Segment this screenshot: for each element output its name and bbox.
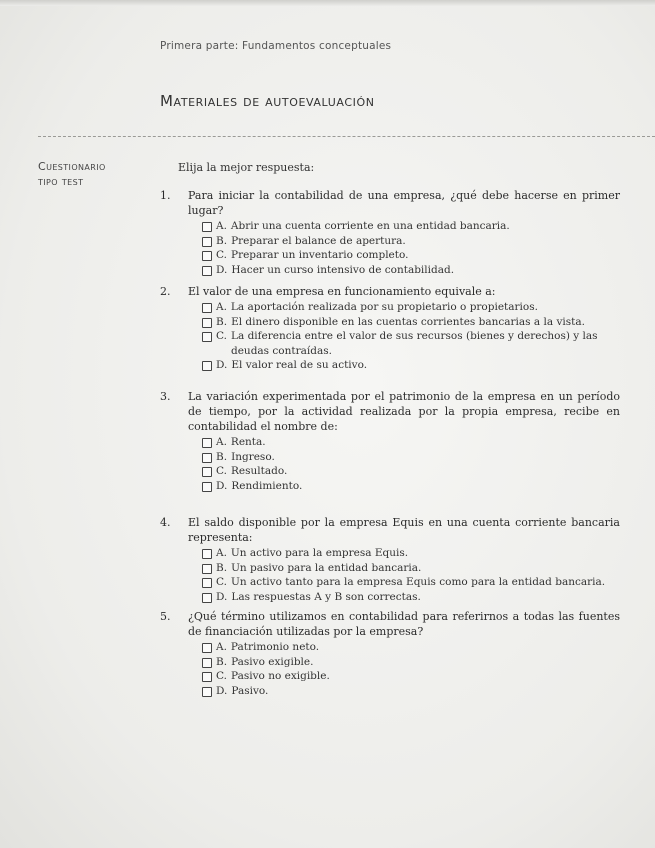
option-b[interactable] — [202, 234, 620, 249]
option-b[interactable] — [202, 315, 620, 330]
option-text: Pasivo no exigible. — [231, 670, 330, 682]
question-text: El saldo disponible por la empresa Equis en una cuenta corriente bancaria representa: — [188, 516, 620, 544]
option-letter: D. — [216, 263, 228, 276]
question-number: 3. — [160, 390, 171, 403]
checkbox[interactable] — [202, 332, 212, 342]
checkbox[interactable] — [202, 593, 212, 603]
question-text: El valor de una empresa en funcionamiento equivale a: — [188, 285, 496, 298]
option-text: Resultado. — [231, 465, 288, 477]
option-list — [202, 435, 620, 493]
question-1 — [160, 188, 620, 277]
section-title: Materiales de autoevaluación — [160, 92, 375, 110]
option-letter: B. — [216, 315, 228, 328]
option-b[interactable] — [202, 450, 620, 465]
chapter-kicker: Primera parte: Fundamentos conceptuales — [160, 40, 392, 52]
option-c[interactable] — [202, 575, 620, 590]
option-text: Hacer un curso intensivo de contabilidad. — [231, 263, 455, 276]
option-list — [202, 546, 620, 604]
option-letter: A. — [216, 547, 227, 559]
question-stem — [160, 515, 620, 545]
question-3 — [160, 389, 620, 493]
checkbox[interactable] — [202, 453, 212, 463]
option-text: Rendimiento. — [231, 479, 303, 492]
option-list — [202, 300, 620, 373]
instruction-text: Elija la mejor respuesta: — [178, 161, 315, 174]
checkbox[interactable] — [202, 643, 212, 653]
option-letter: D. — [216, 684, 228, 697]
option-text: El valor real de su activo. — [231, 359, 368, 371]
option-text: Renta. — [230, 436, 266, 448]
option-a[interactable] — [202, 435, 620, 450]
option-a[interactable] — [202, 300, 620, 315]
option-letter: C. — [216, 249, 227, 261]
scan-edge — [0, 0, 655, 6]
checkbox[interactable] — [202, 482, 212, 492]
checkbox[interactable] — [202, 687, 212, 697]
checkbox[interactable] — [202, 578, 212, 588]
option-letter: A. — [216, 301, 227, 313]
option-a[interactable] — [202, 219, 620, 234]
checkbox[interactable] — [202, 549, 212, 559]
option-text: Preparar un inventario completo. — [231, 249, 409, 261]
option-text: Patrimonio neto. — [230, 641, 320, 653]
option-c[interactable] — [202, 248, 620, 263]
option-letter: C. — [216, 670, 227, 682]
checkbox[interactable] — [202, 672, 212, 682]
question-2 — [160, 284, 620, 373]
option-d[interactable] — [202, 358, 620, 373]
option-letter: D. — [216, 359, 228, 371]
option-letter: C. — [216, 330, 227, 342]
option-text: Un activo tanto para la empresa Equis como para la entidad bancaria. — [231, 576, 606, 588]
option-letter: B. — [216, 234, 228, 247]
checkbox[interactable] — [202, 361, 212, 371]
question-stem — [160, 609, 620, 639]
option-text: La aportación realizada por su propietario o propietarios. — [230, 301, 538, 313]
option-text: Preparar el balance de apertura. — [231, 234, 406, 247]
question-number: 4. — [160, 516, 171, 529]
question-stem — [160, 188, 620, 218]
checkbox[interactable] — [202, 266, 212, 276]
option-text: La diferencia entre el valor de sus recursos (bienes y derechos) y las deudas contraídas. — [231, 330, 598, 357]
option-letter: C. — [216, 465, 227, 477]
option-letter: B. — [216, 561, 228, 574]
side-label-line-2: tipo test — [38, 175, 84, 188]
option-b[interactable] — [202, 655, 620, 670]
option-letter: B. — [216, 450, 228, 463]
option-text: Abrir una cuenta corriente en una entidad bancaria. — [230, 220, 510, 232]
option-text: Las respuestas A y B son correctas. — [231, 590, 421, 603]
option-text: Un activo para la empresa Equis. — [230, 547, 409, 559]
side-label-line-1: Cuestionario — [38, 160, 106, 173]
checkbox[interactable] — [202, 303, 212, 313]
question-stem — [160, 389, 620, 434]
option-letter: D. — [216, 590, 228, 603]
checkbox[interactable] — [202, 438, 212, 448]
option-letter: A. — [216, 641, 227, 653]
option-letter: A. — [216, 436, 227, 448]
option-letter: A. — [216, 220, 227, 232]
option-list — [202, 219, 620, 277]
option-d[interactable] — [202, 684, 620, 699]
question-number: 1. — [160, 189, 171, 202]
question-4 — [160, 515, 620, 604]
question-stem — [160, 284, 620, 299]
question-text: ¿Qué término utilizamos en contabilidad para referirnos a todas las fuentes de financiación utilizadas por la empresa? — [188, 610, 620, 638]
checkbox[interactable] — [202, 222, 212, 232]
option-d[interactable] — [202, 590, 620, 605]
option-list — [202, 640, 620, 698]
option-text: El dinero disponible en las cuentas corrientes bancarias a la vista. — [231, 315, 585, 328]
option-b[interactable] — [202, 561, 620, 576]
checkbox[interactable] — [202, 318, 212, 328]
option-a[interactable] — [202, 546, 620, 561]
option-text: Pasivo exigible. — [231, 655, 314, 668]
option-letter: B. — [216, 655, 228, 668]
checkbox[interactable] — [202, 658, 212, 668]
question-number: 5. — [160, 610, 171, 623]
section-divider — [38, 136, 655, 137]
option-text: Ingreso. — [231, 450, 275, 463]
option-d[interactable] — [202, 479, 620, 494]
option-c[interactable] — [202, 329, 620, 358]
checkbox[interactable] — [202, 564, 212, 574]
question-number: 2. — [160, 285, 171, 298]
option-text: Pasivo. — [231, 684, 269, 697]
question-text: Para iniciar la contabilidad de una empresa, ¿qué debe hacerse en primer lugar? — [188, 189, 620, 217]
option-text: Un pasivo para la entidad bancaria. — [231, 561, 422, 574]
side-label — [38, 159, 106, 189]
option-c[interactable] — [202, 464, 620, 479]
question-5 — [160, 609, 620, 698]
option-d[interactable] — [202, 263, 620, 278]
option-a[interactable] — [202, 640, 620, 655]
option-letter: C. — [216, 576, 227, 588]
checkbox[interactable] — [202, 237, 212, 247]
checkbox[interactable] — [202, 467, 212, 477]
option-letter: D. — [216, 479, 228, 492]
checkbox[interactable] — [202, 251, 212, 261]
option-c[interactable] — [202, 669, 620, 684]
question-text: La variación experimentada por el patrimonio de la empresa en un período de tiempo, por la actividad realizada por la propia empresa, recibe en contabilidad el nombre de: — [188, 390, 620, 433]
